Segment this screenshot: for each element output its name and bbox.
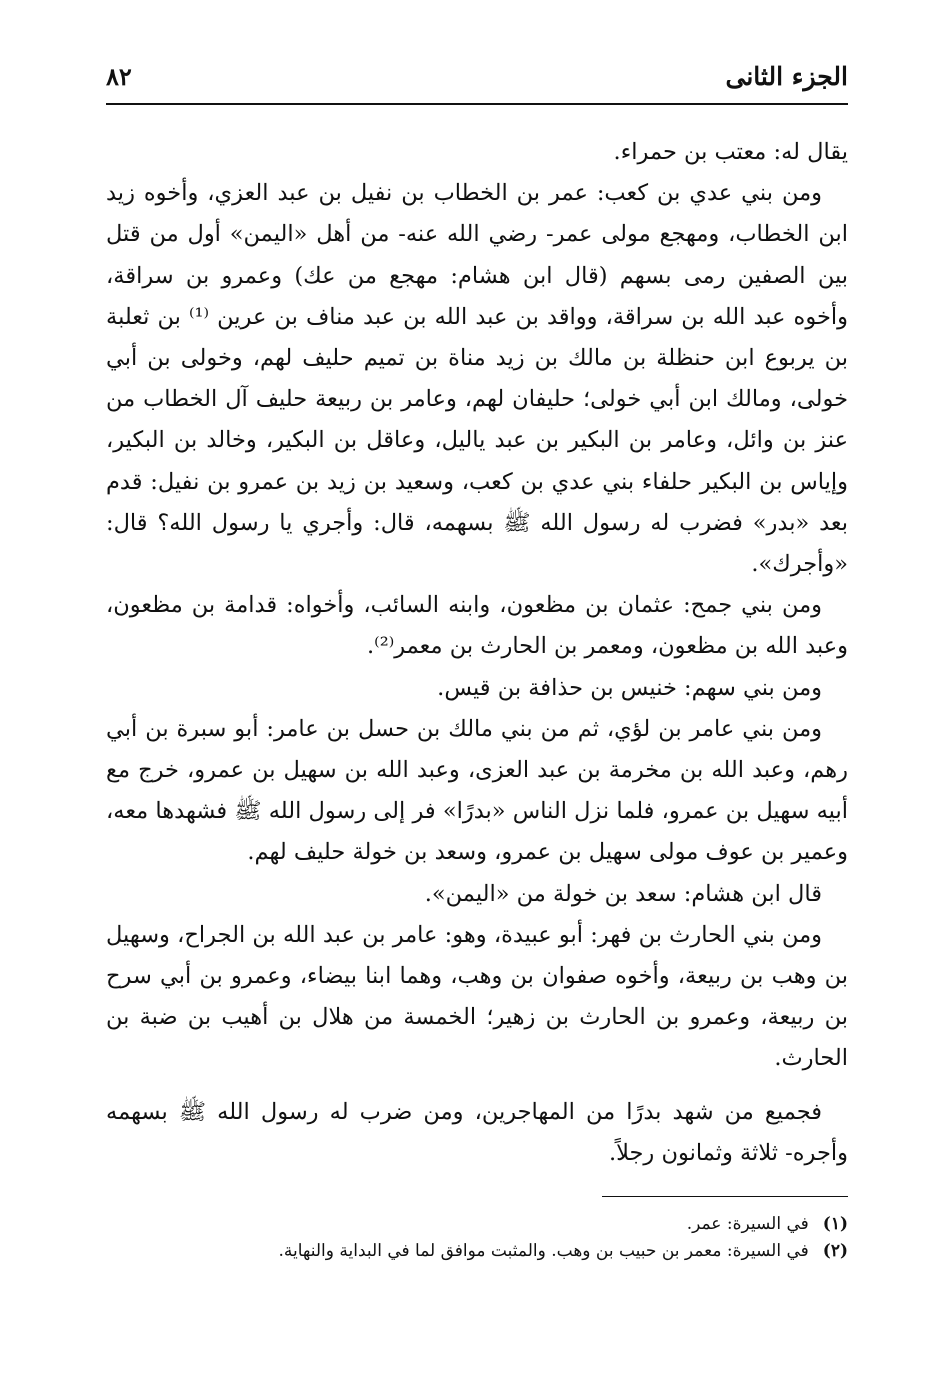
paragraph: ومن بني الحارث بن فهر: أبو عبيدة، وهو: عامر بن عبد الله بن الجراح، وسهيل بن وهب بن ربيعة، وأخوه صفوان بن وهب، وهما ابنا بيضاء، وعمرو بن أبي سرح بن ربيعة، وعمرو بن الحارث بن زهير؛ الخمسة من هلال بن أهيب بن ضبة بن الحارث. <box>106 921 848 1072</box>
main-text <box>106 132 848 1174</box>
footnote-text: في السيرة: عمر. <box>686 1214 809 1234</box>
footnote-separator <box>602 1196 848 1197</box>
footnote-number: (١) <box>822 1214 848 1234</box>
paragraph: يقال له: معتب بن حمراء. <box>613 139 848 165</box>
page-number: ٨٢ <box>106 61 132 91</box>
footnote-text: في السيرة: معمر بن حبيب بن وهب. والمثبت موافق لما في البداية والنهاية. <box>278 1241 809 1261</box>
paragraph: قال ابن هشام: سعد بن خولة من «اليمن». <box>424 880 822 907</box>
paragraph: ومن بني جمح: عثمان بن مظعون، وابنه السائب، وأخواه: قدامة بن مظعون، وعبد الله بن مظعون، ومعمر بن الحارث بن معمر⁽²⁾. <box>106 592 848 660</box>
footnote-number: (٢) <box>822 1241 848 1261</box>
paragraph: ومن بني سهم: خنيس بن حذافة بن قيس. <box>437 674 822 701</box>
paragraph: ومن بني عدي بن كعب: عمر بن الخطاب بن نفيل بن عبد العزي، وأخوه زيد ابن الخطاب، ومهجع مولى عمر- رضي الله عنه- من أهل «اليمن» أول من قتل بين الصفين رمى بسهم (قال ابن هشام: مهجع من عك) وعمرو بن سراقة، وأخوه عبد الله بن سراقة، وواقد بن عبد الله بن عبد مناف بن عرين ⁽¹⁾ بن ثعلبة بن يربوع ابن حنظلة بن مالك بن زيد مناة بن تميم حليف لهم، وخولى بن أبي خولى، ومالك ابن أبي خولى؛ حليفان لهم، وعامر بن ربيعة حليف آل الخطاب من عنز بن وائل، وعامر بن البكير بن عبد ياليل، وعاقل بن البكير، وخالد بن البكير، وإياس بن البكير حلفاء بني عدي بن كعب، وسعيد بن زيد بن عمرو بن نفيل: قدم بعد «بدر» فضرب له رسول الله ﷺ بسهمه، قال: وأجري يا رسول الله؟ قال: «وأجرك». <box>106 180 848 578</box>
footnotes <box>106 1211 848 1265</box>
footnote <box>106 1211 848 1238</box>
page-header <box>106 56 848 96</box>
running-title: الجزء الثانى <box>725 61 848 91</box>
paragraph: فجميع من شهد بدرًا من المهاجرين، ومن ضرب له رسول الله ﷺ بسهمه وأجره- ثلاثة وثمانون رجلاً. <box>106 1098 848 1166</box>
header-rule <box>106 103 848 105</box>
paragraph: ومن بني عامر بن لؤي، ثم من بني مالك بن حسل بن عامر: أبو سبرة بن أبي رهم، وعبد الله بن مخرمة بن عبد العزى، وعبد الله بن سهيل بن عمرو، خرج مع أبيه سهيل بن عمرو، فلما نزل الناس «بدرًا» فر إلى رسول الله ﷺ فشهدها معه، وعمير بن عوف مولى سهيل بن عمرو، وسعد بن خولة حليف لهم. <box>106 715 848 866</box>
footnote <box>106 1238 848 1265</box>
